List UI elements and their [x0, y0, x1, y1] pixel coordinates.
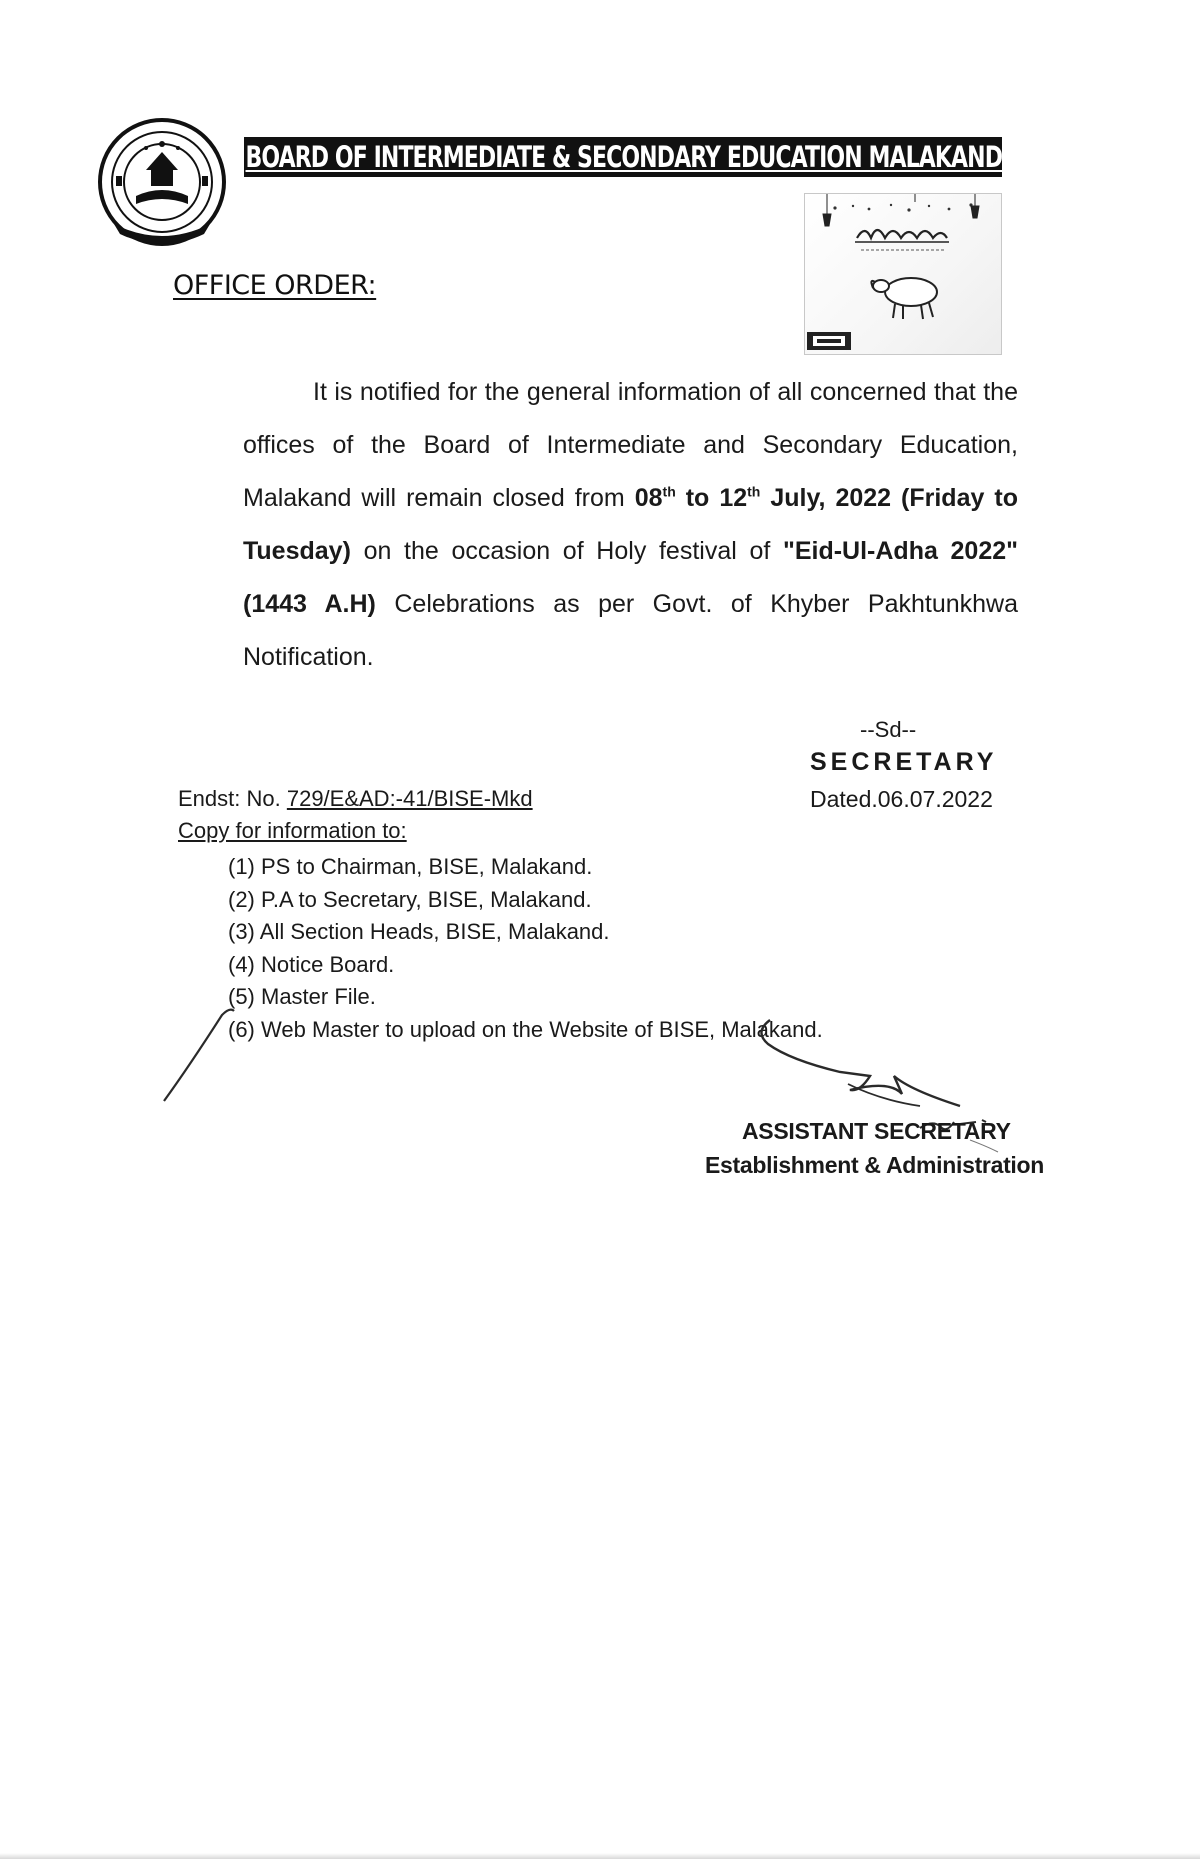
notice-body [243, 366, 1018, 684]
establishment-admin: Establishment & Administration [705, 1152, 1045, 1178]
assistant-secretary-title: ASSISTANT SECRETARY [742, 1118, 1011, 1144]
date-from: 08 [634, 484, 663, 512]
date-from-suffix: th [662, 483, 676, 500]
list-item: (1) PS to Chairman, BISE, Malakand. [228, 854, 593, 879]
board-seal-icon [96, 116, 228, 248]
pen-tick-mark [160, 1005, 240, 1105]
board-title: BOARD OF INTERMEDIATE & SECONDARY EDUCATION MALAKAND [244, 137, 1002, 177]
list-item: (4) Notice Board. [228, 951, 395, 977]
list-item: (5) Master File. [228, 984, 376, 1009]
dated-line: Dated.06.07.2022 [810, 786, 993, 812]
copy-list [228, 851, 823, 1046]
list-item: (2) P.A to Secretary, BISE, Malakand. [228, 886, 592, 912]
body-line-start: It is notified for the general information of all concerned that the offices of the Board of Intermediate and Secondary Education, Malakand will remain closed from [243, 378, 1018, 512]
list-item: (6) Web Master to upload on the Website of BISE, Malakand. [228, 1016, 823, 1042]
date-to-suffix: th [747, 483, 761, 500]
endorsement-ref: 729/E&AD:-41/BISE-Mkd [286, 786, 533, 811]
date-rest: July, 2022 (Friday to Tuesday) [243, 484, 1018, 565]
office-order-heading: OFFICE ORDER: [173, 270, 377, 301]
eid-greeting-sheep-icon [805, 194, 1001, 354]
eid-greeting-card [804, 193, 1002, 355]
sd-mark: --Sd-- [860, 717, 917, 742]
copy-heading: Copy for information to: [178, 818, 407, 843]
body-line-end: Celebrations as per Govt. of Khyber Pakhtunkhwa Notification. [243, 590, 1019, 671]
body-line-mid: on the occasion of Holy festival of [363, 537, 771, 565]
endorsement-prefix: Endst: No. [178, 786, 281, 811]
festival-name: "Eid-Ul-Adha 2022" (1443 A.H) [243, 537, 1018, 618]
endorsement-number [178, 786, 533, 812]
list-item: (3) All Section Heads, BISE, Malakand. [228, 919, 610, 944]
to-word: to [685, 484, 710, 512]
date-to: 12 [719, 484, 748, 512]
page-bottom-edge [0, 1853, 1200, 1859]
secretary-title: SECRETARY [810, 748, 998, 776]
